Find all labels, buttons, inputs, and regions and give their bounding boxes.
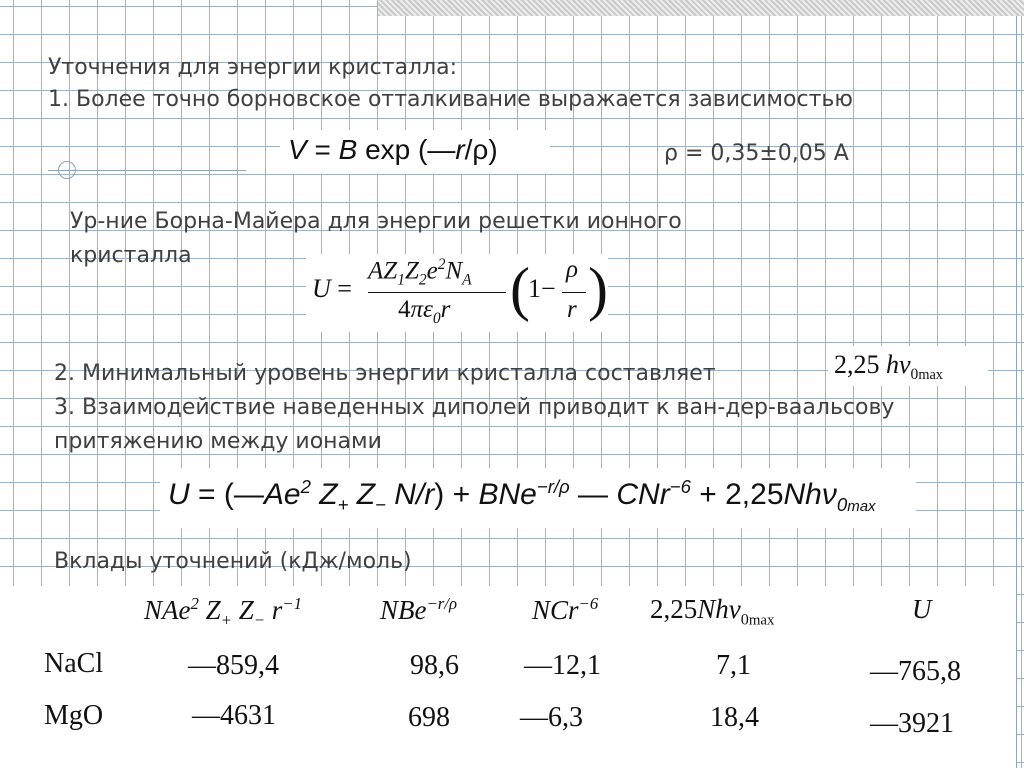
born-mayer-line-2: кристалла: [70, 243, 192, 268]
formula-u-numerator: $AZ_1Z_2e^2N_A$: [368, 256, 472, 289]
cell-nacl-5: —765,8: [870, 656, 961, 687]
formula-v-box: [280, 130, 550, 174]
cell-mgo-5: —3921: [870, 708, 954, 739]
fraction-bar-2: [562, 292, 586, 293]
header-col-5: U: [912, 594, 932, 624]
cell-mgo-1: —4631: [192, 700, 276, 731]
cell-mgo-4: 18,4: [710, 702, 759, 733]
item1-line: 1. Более точно борновское отталкивание выражается зависимостью: [48, 87, 853, 112]
formula-u-box: [306, 254, 608, 332]
top-hatch-band: [378, 0, 1024, 16]
formula-full-box: [160, 468, 916, 528]
right-border-line: [1016, 16, 1017, 768]
born-mayer-line-1: Ур-ние Борна-Майера для энергии решетки ионного: [70, 209, 682, 234]
formula-u-rho: ρ: [566, 256, 578, 283]
header-col-3: NCr$^{-6}$: [532, 594, 599, 625]
formula-min-energy-box: [828, 346, 988, 386]
header-col-1: NAe$^2$ $Z_+$ $Z_-$ $r^{-1}$: [144, 594, 302, 630]
cell-mgo-3: —6,3: [520, 702, 583, 733]
cell-nacl-1: —859,4: [188, 650, 279, 681]
cell-mgo-2: 698: [408, 702, 450, 733]
formula-u-bracket-close: ): [588, 256, 608, 322]
fraction-bar: [368, 292, 506, 293]
cell-nacl-3: —12,1: [524, 650, 601, 681]
formula-v: V = B exp (—r/ρ): [288, 134, 498, 165]
row-label-mgo: MgO: [44, 700, 104, 731]
formula-u-r: r: [567, 296, 577, 323]
item2-line: 2. Минимальный уровень энергии кристалла составляет: [54, 361, 716, 386]
formula-min-energy: 2,25 $h\nu_{0max}$: [834, 350, 943, 384]
formula-full: $U = (—Ae^2$ $Z_+$ $Z_-$ N/r) + BNe$^{-r/\rho}$ — CNr$^{-6}$ + 2,25Nhν$_{0max}$: [168, 476, 876, 515]
item3-line-1: 3. Взаимодействие наведенных диполей приводит к ван-дер-ваальсову: [54, 395, 895, 420]
item3-line-2: притяжению между ионами: [54, 429, 382, 454]
cell-nacl-4: 7,1: [716, 650, 751, 681]
row-label-nacl: NaCl: [44, 648, 104, 679]
contributions-table: [0, 586, 1016, 768]
rho-value: ρ = 0,35±0,05 A: [664, 141, 849, 166]
formula-u-bracket-open: (: [510, 256, 530, 322]
heading-line: Уточнения для энергии кристалла:: [48, 55, 458, 80]
formula-u-one-minus: 1−: [528, 274, 556, 303]
decorative-line: [48, 170, 246, 171]
contributions-line: Вклады уточнений (кДж/моль): [54, 549, 412, 574]
cell-nacl-2: 98,6: [410, 650, 459, 681]
formula-u-denominator: $4\pi\varepsilon_0r$: [398, 296, 451, 327]
header-col-4: 2,25Nhν$_{0max}$: [650, 594, 775, 629]
decorative-circle: [58, 161, 76, 179]
formula-u-lhs: U =: [312, 274, 352, 303]
header-col-2: NBe$^{-r/\rho}$: [380, 594, 457, 625]
